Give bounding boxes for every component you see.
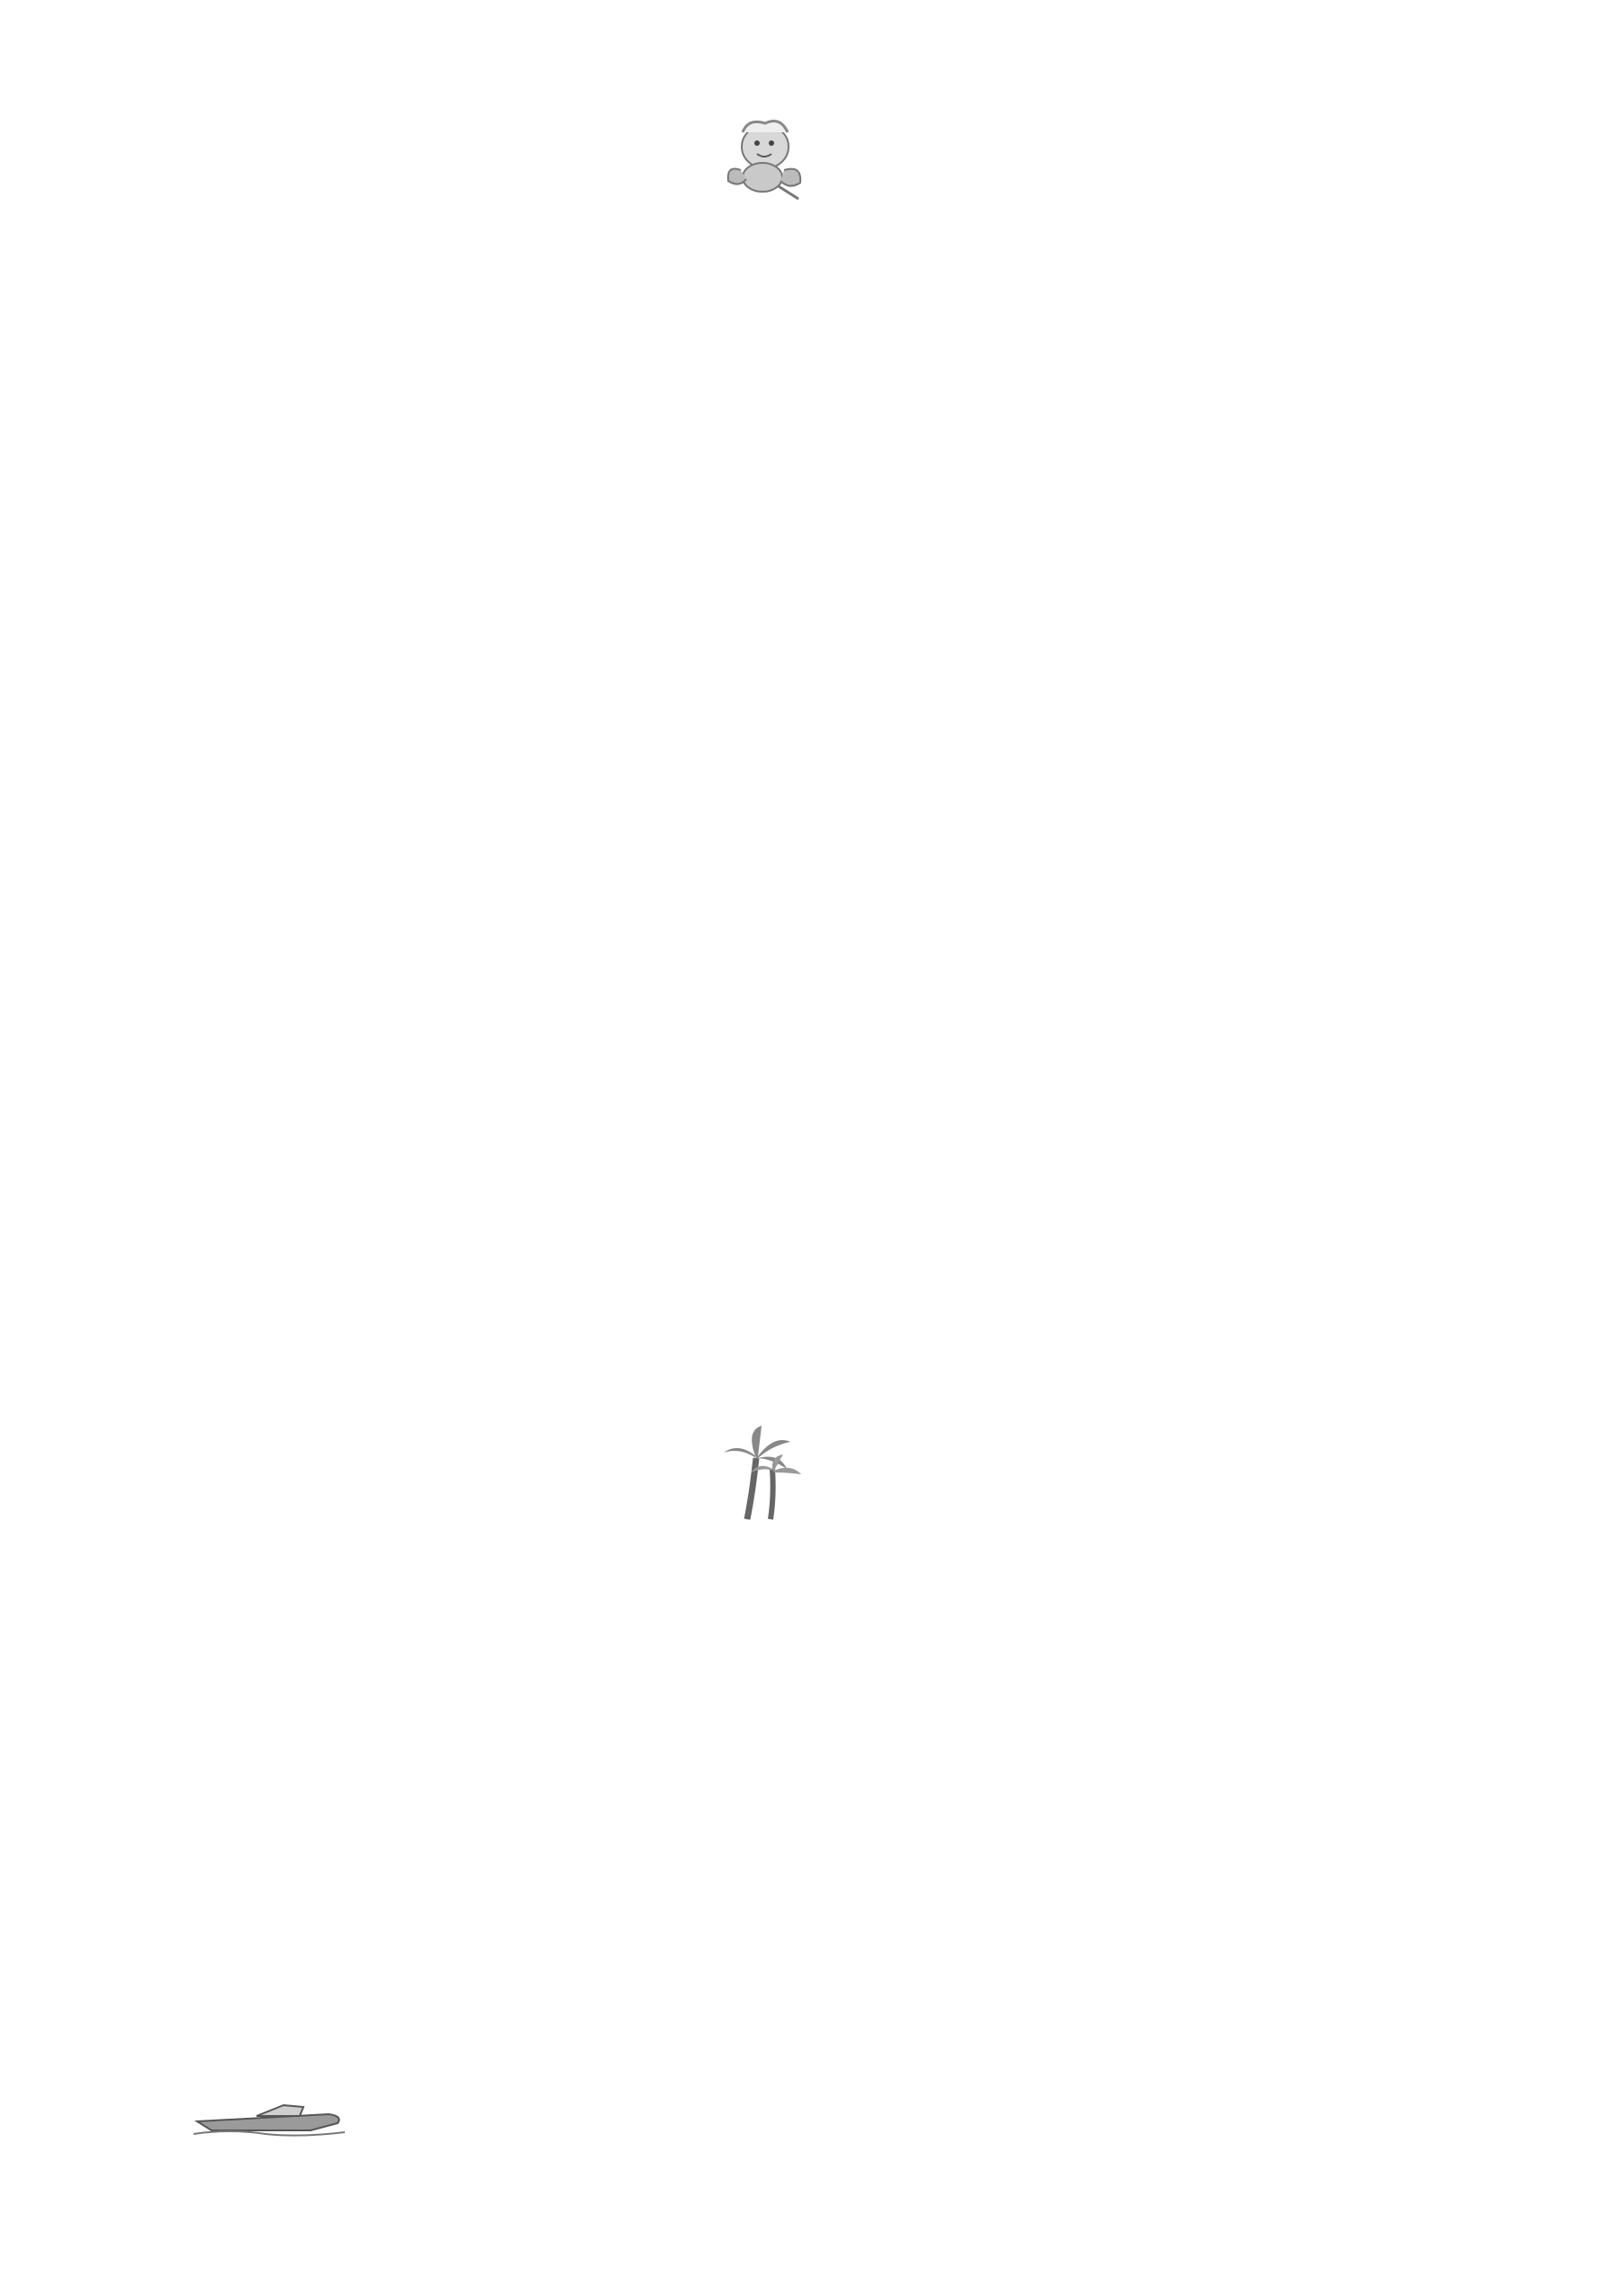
palm-tree-icon	[720, 1422, 806, 1521]
speedboat-icon	[194, 2094, 347, 2138]
cupid-ornament-icon	[716, 113, 815, 203]
page-footer	[194, 2084, 734, 2147]
